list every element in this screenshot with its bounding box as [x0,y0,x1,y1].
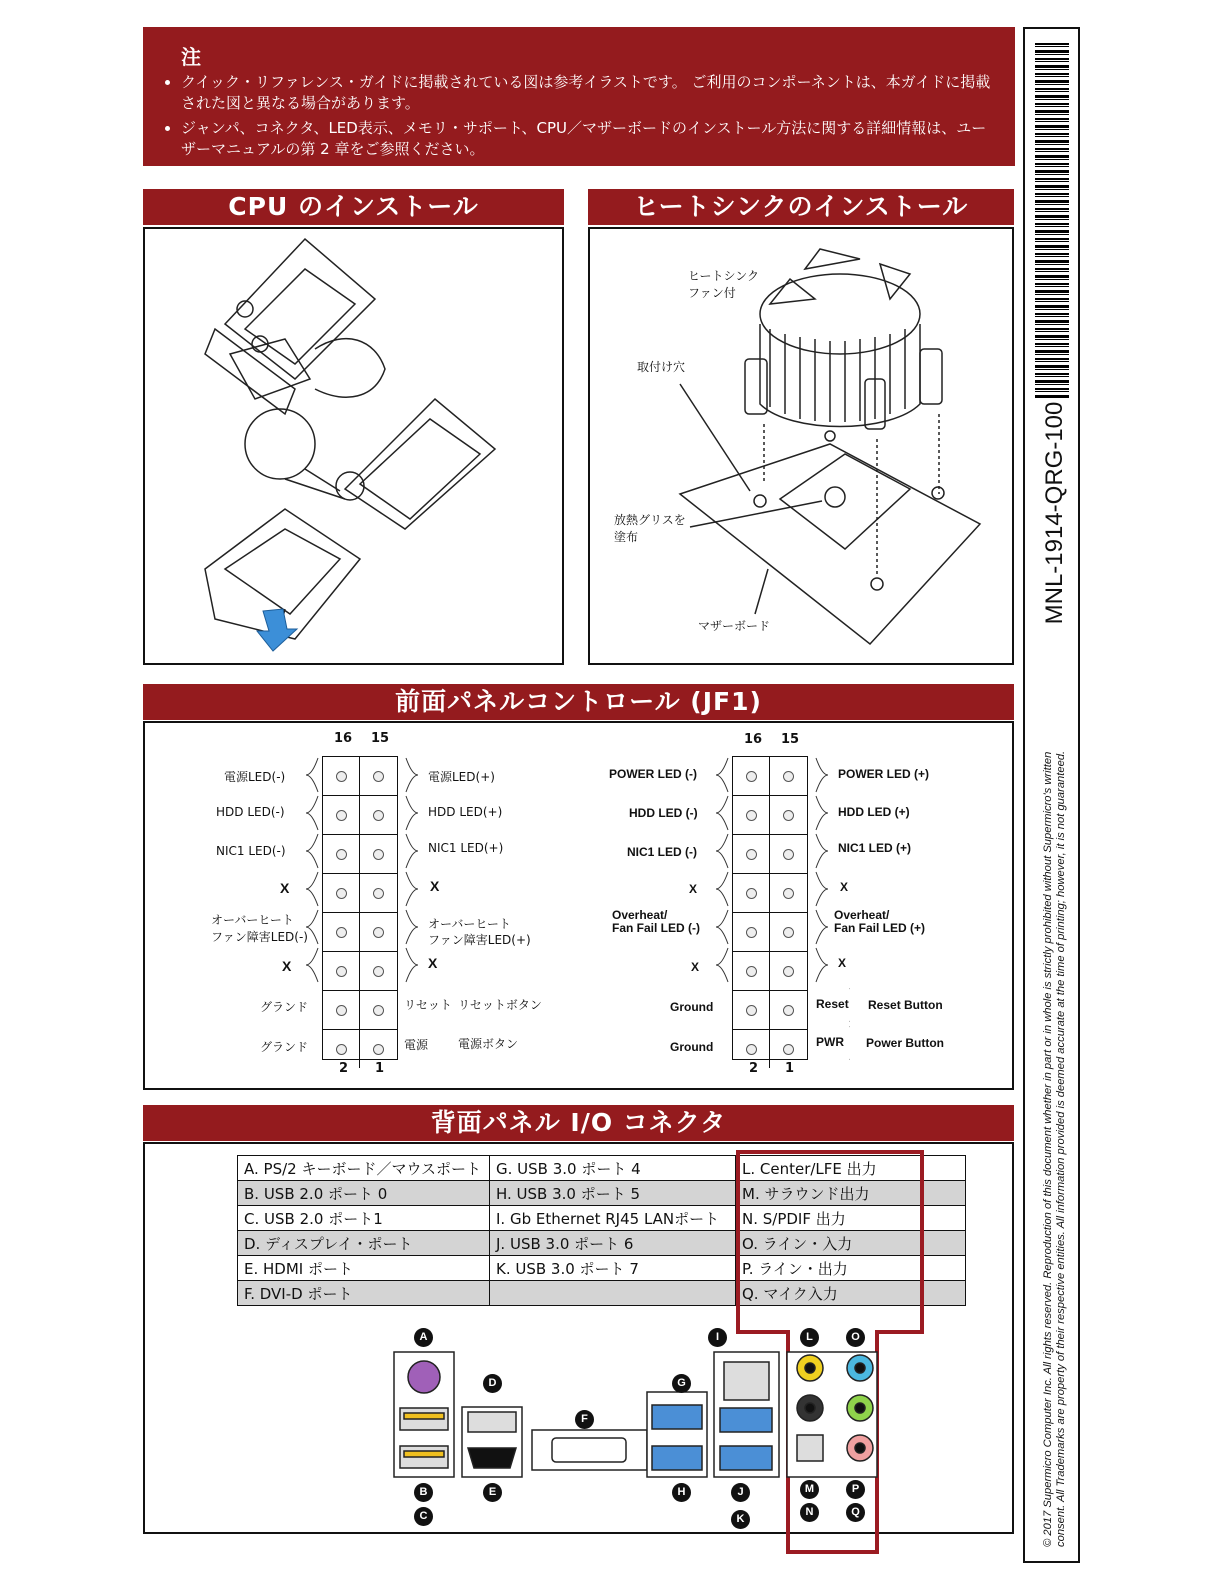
jf1-right-label: X [430,878,440,894]
jf1-left-label: X [282,958,292,974]
pin-number: 2 [339,1061,349,1076]
jf1-right-label: オーバーヒート [428,917,511,931]
jf1-en-right-label: POWER LED (+) [838,767,930,781]
jf1-en-left-label: X [689,882,698,896]
jf1-en-left-label: Ground [670,1040,714,1054]
port-badge: Q [846,1503,865,1522]
jf1-left-label: ファン障害LED(-) [211,930,308,944]
thermal-grease-label-2: 塗布 [614,530,639,544]
port-badge: P [846,1480,865,1499]
port-badge: H [672,1483,691,1502]
note-list [165,72,991,160]
jf1-en-right-label: Reset [816,997,849,1011]
jf1-en-right-label: NIC1 LED (+) [838,841,912,855]
port-badge: B [414,1483,433,1502]
thermal-grease-label-1: 放熱グリスを [614,513,686,527]
heatsink-section-title: ヒートシンクのインストール [588,189,1014,225]
jf1-left-label: 電源LED(-) [224,770,286,784]
table-cell: Q. マイク入力 [736,1281,966,1306]
table-cell: G. USB 3.0 ポート 4 [490,1156,736,1181]
io-panel-illustration [392,1350,892,1480]
port-badge: J [731,1483,750,1502]
table-cell: I. Gb Ethernet RJ45 LANポート [490,1206,736,1231]
cpu-illustration-frame [143,227,564,665]
pin-number: 1 [785,1061,795,1076]
jf1-en-left-label: Ground [670,1000,714,1014]
legal-notice: © 2017 Supermicro Computer Inc. All rights reserved. Reproduction of this document whether in part or in whole is strictly prohibited without Supermicro's written consent. All Trademarks are property of their respective entities. All information provided is deemed accurate at the time of printing; however, it is not guaranteed. [1042,750,1067,1547]
jf1-en-left-label: POWER LED (-) [609,767,697,781]
jf1-right-label: 電源 [404,1038,429,1052]
jf1-en-left-label: Fan Fail LED (-) [612,921,700,935]
pin-number: 16 [744,732,763,747]
jf1-left-label: グランド [260,1000,309,1014]
table-cell [490,1281,736,1306]
jf1-section-title: 前面パネルコントロール (JF1) [143,684,1014,720]
port-badge: M [800,1480,819,1499]
note-title: 注 [181,45,201,69]
heatsink-fan-label-2: ファン付 [688,286,736,300]
jf1-right-label: リセットボタン [458,998,542,1012]
port-badge: F [575,1410,594,1429]
note-banner [143,27,1015,166]
port-badge: I [708,1328,727,1347]
table-cell: D. ディスプレイ・ポート [238,1231,490,1256]
table-cell: O. ライン・入力 [736,1231,966,1256]
table-cell: J. USB 3.0 ポート 6 [490,1231,736,1256]
table-cell: E. HDMI ポート [238,1256,490,1281]
table-cell: A. PS/2 キーボード／マウスポート [238,1156,490,1181]
table-cell: F. DVI-D ポート [238,1281,490,1306]
port-badge: A [414,1328,433,1347]
jf1-braces-jp [290,756,440,1060]
cpu-install-illustration [145,229,562,663]
jf1-en-left-label: X [691,960,700,974]
port-badge: L [800,1328,819,1347]
jf1-left-label: オーバーヒート [211,913,294,927]
jf1-right-label: X [428,955,438,971]
pin-number: 1 [375,1061,385,1076]
jf1-right-label: NIC1 LED(+) [428,841,504,855]
jf1-left-label: HDD LED(-) [216,805,285,819]
note-item: • クイック・リファレンス・ガイドに掲載されている図は参考イラストです。 ご利用のコンポーネントは、本ガイドに掲載された図と異なる場合があります。 [181,72,991,114]
table-cell: M. サラウンド出力 [736,1181,966,1206]
jf1-en-right-label: Reset Button [868,998,943,1012]
jf1-en-right-label: X [838,956,847,970]
jf1-left-label: NIC1 LED(-) [216,844,286,858]
pin-number: 15 [371,731,390,746]
port-badge: G [672,1374,691,1393]
jf1-en-right-label: HDD LED (+) [838,805,910,819]
port-badge: O [846,1328,865,1347]
jf1-right-label: 電源ボタン [458,1037,519,1051]
jf1-braces-en [700,756,850,1060]
jf1-right-label: リセット [404,998,452,1012]
heatsink-install-illustration [590,229,1012,663]
io-section-title: 背面パネル I/O コネクタ [143,1105,1014,1141]
part-number: MNL-1914-QRG-100 [1041,401,1068,625]
jf1-en-left-label: Overheat/ [612,908,668,922]
side-strip [1023,27,1080,1563]
motherboard-label: マザーボード [698,619,771,633]
port-badge: K [731,1510,750,1529]
jf1-en-left-label: NIC1 LED (-) [627,845,697,859]
jf1-en-right-label: Power Button [866,1036,944,1050]
pin-number: 16 [334,731,353,746]
jf1-en-left-label: HDD LED (-) [629,806,698,820]
table-cell: B. USB 2.0 ポート 0 [238,1181,490,1206]
jf1-right-label: 電源LED(+) [428,770,495,784]
heatsink-fan-label-1: ヒートシンク [688,269,759,283]
port-badge: N [800,1503,819,1522]
table-cell: K. USB 3.0 ポート 7 [490,1256,736,1281]
table-cell: P. ライン・出力 [736,1256,966,1281]
table-cell: L. Center/LFE 出力 [736,1156,966,1181]
mounting-hole-label: 取付け穴 [637,360,686,374]
pin-number: 15 [781,732,800,747]
jf1-en-right-label: X [840,880,849,894]
jf1-en-right-label: PWR [816,1035,844,1049]
note-item: • ジャンパ、コネクタ、LED表示、メモリ・サポート、CPU／マザーボードのインストール方法に関する詳細情報は、ユーザーマニュアルの第 2 章をご参照ください。 [181,118,991,160]
jf1-en-right-label: Overheat/ [834,908,890,922]
barcode [1035,43,1069,398]
port-badge: E [483,1483,502,1502]
table-cell: C. USB 2.0 ポート1 [238,1206,490,1231]
port-badge: C [414,1507,433,1526]
heatsink-illustration-frame [588,227,1014,665]
pin-number: 2 [749,1061,759,1076]
jf1-right-label: ファン障害LED(+) [428,933,531,947]
table-cell: N. S/PDIF 出力 [736,1206,966,1231]
jf1-left-label: グランド [260,1040,309,1054]
cpu-section-title: CPU のインストール [143,189,564,225]
port-badge: D [483,1374,502,1393]
jf1-left-label: X [280,880,290,896]
jf1-right-label: HDD LED(+) [428,805,503,819]
jf1-en-right-label: Fan Fail LED (+) [834,921,926,935]
table-cell: H. USB 3.0 ポート 5 [490,1181,736,1206]
